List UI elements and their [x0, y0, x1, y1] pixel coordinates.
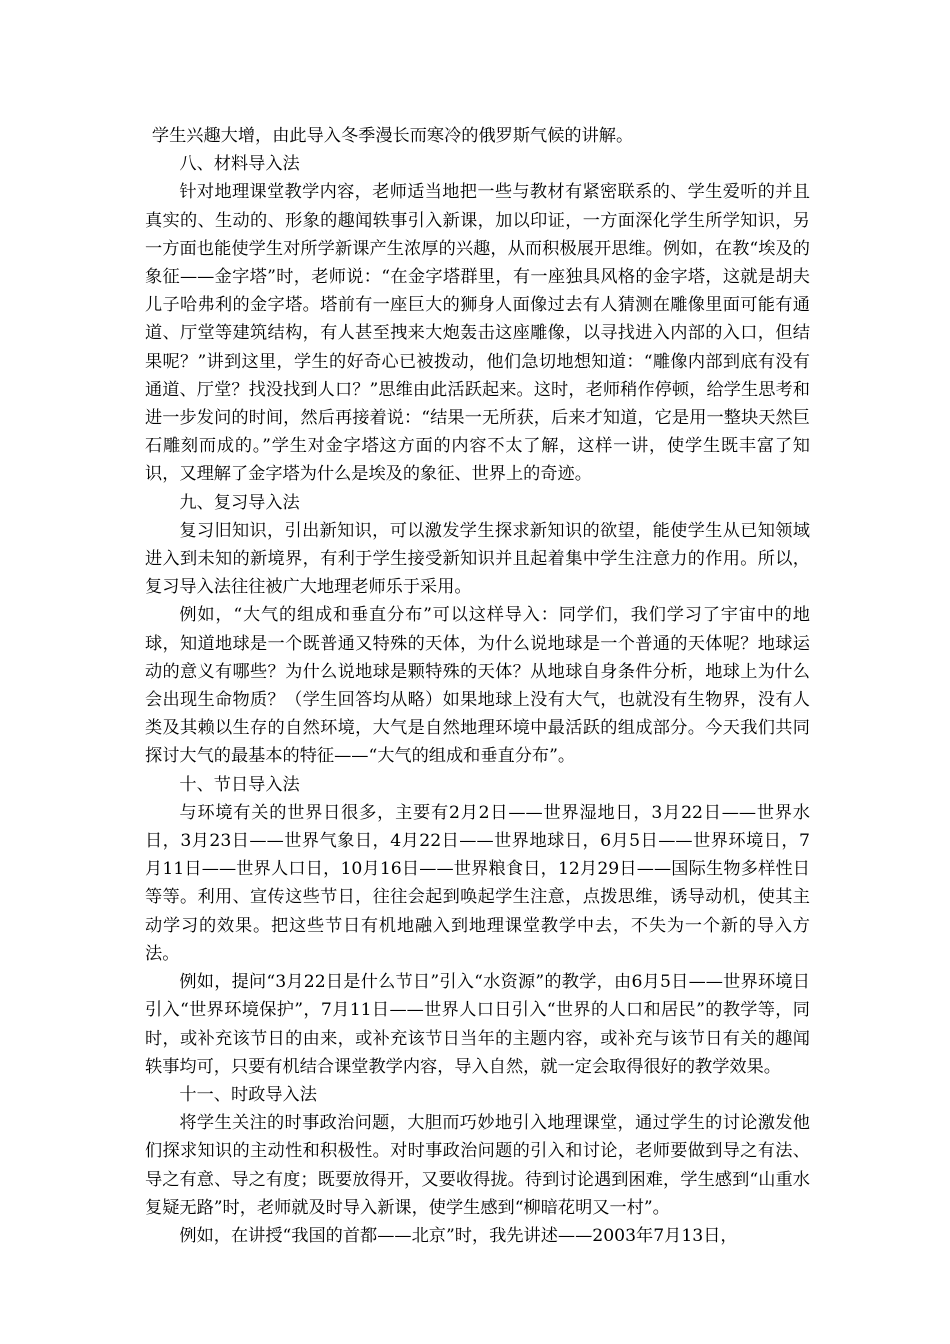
section-heading: 九、复习导入法 — [179, 492, 300, 513]
paragraph: 与环境有关的世界日很多，主要有2月2日——世界湿地日，3月22日——世界水日，3月23日——世界气象日，4月22日——世界地球日，6月5日——世界环境日，7月11日——世界人口日，10月16日——世界粮食日，12月29日——国际生物多样性日等等。利用、宣传这些节日，往往会起到唤起学生注意，点拨思维，诱导动机，使其主动学习的效果。把这些节日有机地融入到地理课堂教学中去，不失为一个新的导入方法。 — [145, 802, 810, 964]
paragraph: 将学生关注的时事政治问题，大胆而巧妙地引入地理课堂，通过学生的讨论激发他们探求知识的主动性和积极性。对时事政治问题的引入和讨论，老师要做到导之有法、导之有意、导之有度；既要放得开，又要收得拢。待到讨论遇到困难，学生感到“山重水复疑无路”时，老师就及时导入新课，使学生感到“柳暗花明又一村”。 — [145, 1113, 810, 1218]
section-heading: 八、材料导入法 — [179, 154, 300, 175]
paragraph: 例如，在讲授“我国的首都——北京”时，我先讲述——2003年7月13日， — [179, 1225, 738, 1246]
section-heading: 十一、时政导入法 — [179, 1084, 317, 1105]
paragraph: 复习旧知识，引出新知识，可以激发学生探求新知识的欲望，能使学生从已知领域进入到未知的新境界，有利于学生接受新知识并且起着集中学生注意力的作用。所以，复习导入法往往被广大地理老师乐于采用。 — [145, 520, 810, 598]
paragraph: 例如，“大气的组成和垂直分布”可以这样导入：同学们，我们学习了宇宙中的地球，知道地球是一个既普通又特殊的天体，为什么说地球是一个普通的天体呢？地球运动的意义有哪些？为什么说地球是颗特殊的天体？从地球自身条件分析，地球上为什么会出现生命物质？（学生回答均从略）如果地球上没有大气，也就没有生物界，没有人类及其赖以生存的自然环境，大气是自然地理环境中最活跃的组成部分。今天我们共同探讨大气的最基本的特征——“大气的组成和垂直分布”。 — [145, 605, 810, 767]
section-heading: 十、节日导入法 — [179, 774, 300, 795]
paragraph: 学生兴趣大增，由此导入冬季漫长而寒冷的俄罗斯气候的讲解。 — [151, 126, 634, 146]
document-page — [145, 122, 810, 1250]
paragraph: 针对地理课堂教学内容，老师适当地把一些与教材有紧密联系的、学生爱听的并且真实的、生动的、形象的趣闻轶事引入新课，加以印证，一方面深化学生所学知识，另一方面也能使学生对所学新课产生浓厚的兴趣，从而积极展开思维。例如，在教“埃及的象征——金字塔”时，老师说：“在金字塔群里，有一座独具风格的金字塔，这就是胡夫儿子哈弗利的金字塔。塔前有一座巨大的狮身人面像过去有人猜测在雕像里面可能有通道、厅堂等建筑结构，有人甚至拽来大炮轰击这座雕像，以寻找进入内部的入口，但结果呢？”讲到这里，学生的好奇心已被拨动，他们急切地想知道：“雕像内部到底有没有通道、厅堂？找没找到人口？”思维由此活跃起来。这时，老师稍作停顿，给学生思考和进一步发问的时间，然后再接着说：“结果一无所获，后来才知道，它是用一整块天然巨石雕刻而成的。”学生对金字塔这方面的内容不太了解，这样一讲，使学生既丰富了知识，又理解了金字塔为什么是埃及的象征、世界上的奇迹。 — [145, 182, 810, 485]
paragraph: 例如，提问“3月22日是什么节日”引入“水资源”的教学，由6月5日——世界环境日引入“世界环境保护”，7月11日——世界人口日引入“世界的人口和居民”的教学等，同时，或补充该节日的由来，或补充该节日当年的主题内容，或补充与该节日有关的趣闻轶事均可，只要有机结合课堂教学内容，导入自然，就一定会取得很好的教学效果。 — [145, 972, 810, 1077]
